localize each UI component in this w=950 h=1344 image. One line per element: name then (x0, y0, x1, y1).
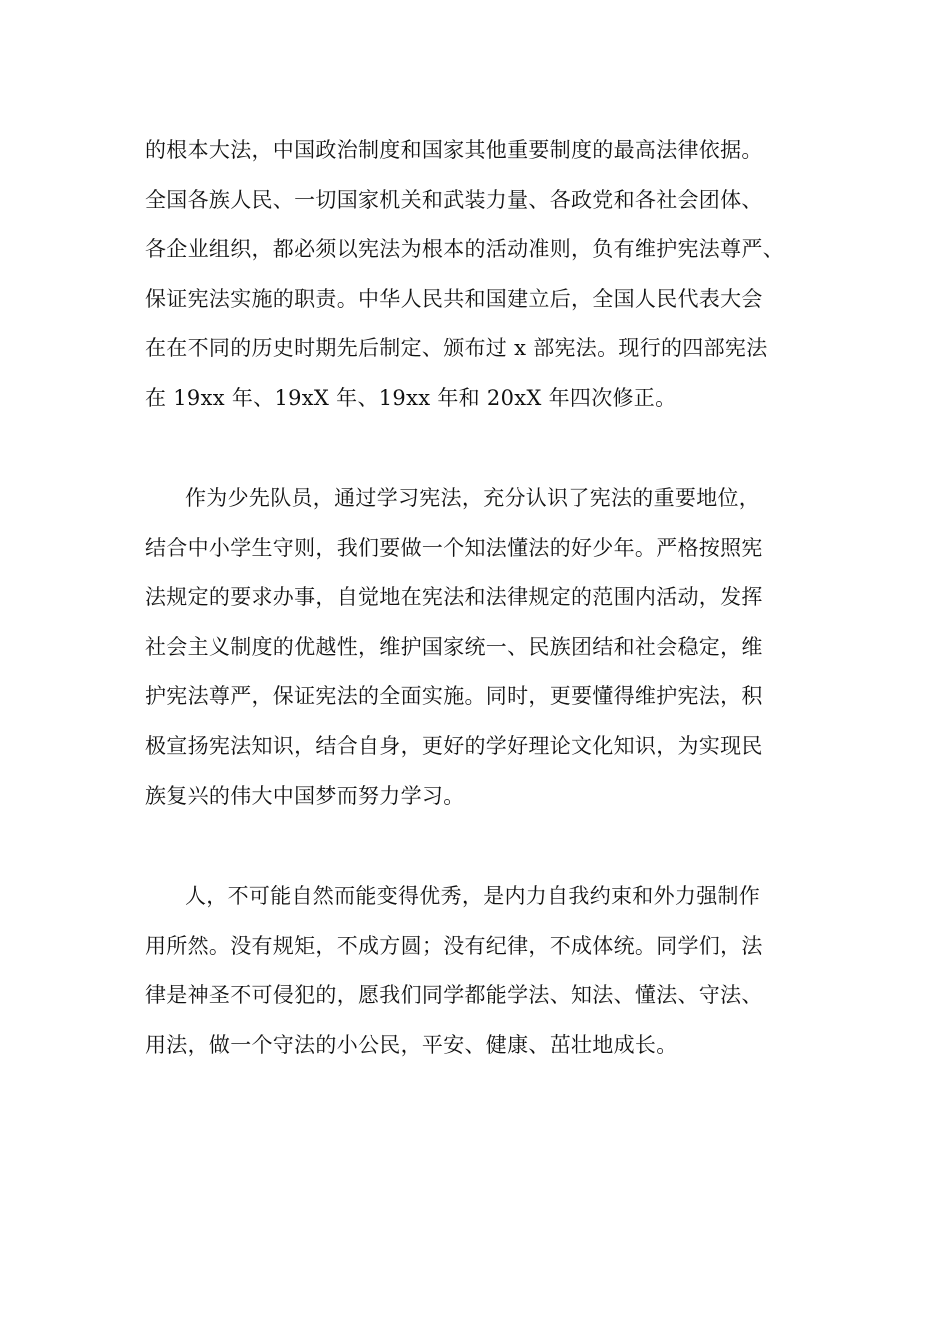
paragraph-line: 社会主义制度的优越性，维护国家统一、民族团结和社会稳定，维 (145, 634, 763, 659)
paragraph-line: 在 19xx 年、19xX 年、19xx 年和 20xX 年四次修正。 (145, 385, 677, 410)
paragraph-line: 全国各族人民、一切国家机关和武装力量、各政党和各社会团体、 (145, 187, 763, 212)
paragraph-line: 族复兴的伟大中国梦而努力学习。 (145, 783, 465, 808)
paragraph-line: 在在不同的历史时期先后制定、颁布过 x 部宪法。现行的四部宪法 (145, 336, 768, 361)
paragraph-line: 人，不可能自然而能变得优秀，是内力自我约束和外力强制作 (185, 884, 761, 908)
paragraph-line: 法规定的要求办事，自觉地在宪法和法律规定的范围内活动，发挥 (145, 585, 763, 610)
paragraph-line: 结合中小学生守则，我们要做一个知法懂法的好少年。严格按照宪 (145, 535, 763, 560)
paragraph-3 (145, 872, 845, 1070)
paragraph-line: 各企业组织，都必须以宪法为根本的活动准则，负有维护宪法尊严、 (145, 237, 784, 262)
paragraph-line: 作为少先队员，通过学习宪法，充分认识了宪法的重要地位， (185, 486, 761, 510)
paragraph-line: 极宣扬宪法知识，结合自身，更好的学好理论文化知识，为实现民 (145, 733, 763, 758)
paragraph-line: 的根本大法，中国政治制度和国家其他重要制度的最高法律依据。 (145, 138, 763, 162)
paragraph-2 (145, 474, 845, 821)
paragraph-line: 用法，做一个守法的小公民，平安、健康、茁壮地成长。 (145, 1032, 678, 1057)
paragraph-line: 律是神圣不可侵犯的，愿我们同学都能学法、知法、懂法、守法、 (145, 983, 763, 1008)
paragraph-line: 护宪法尊严，保证宪法的全面实施。同时，更要懂得维护宪法，积 (145, 684, 763, 709)
paragraph-line: 保证宪法实施的职责。中华人民共和国建立后，全国人民代表大会 (145, 286, 763, 311)
paragraph-1 (145, 126, 845, 424)
paragraph-line: 用所然。没有规矩，不成方圆；没有纪律，不成体统。同学们，法 (145, 933, 763, 958)
